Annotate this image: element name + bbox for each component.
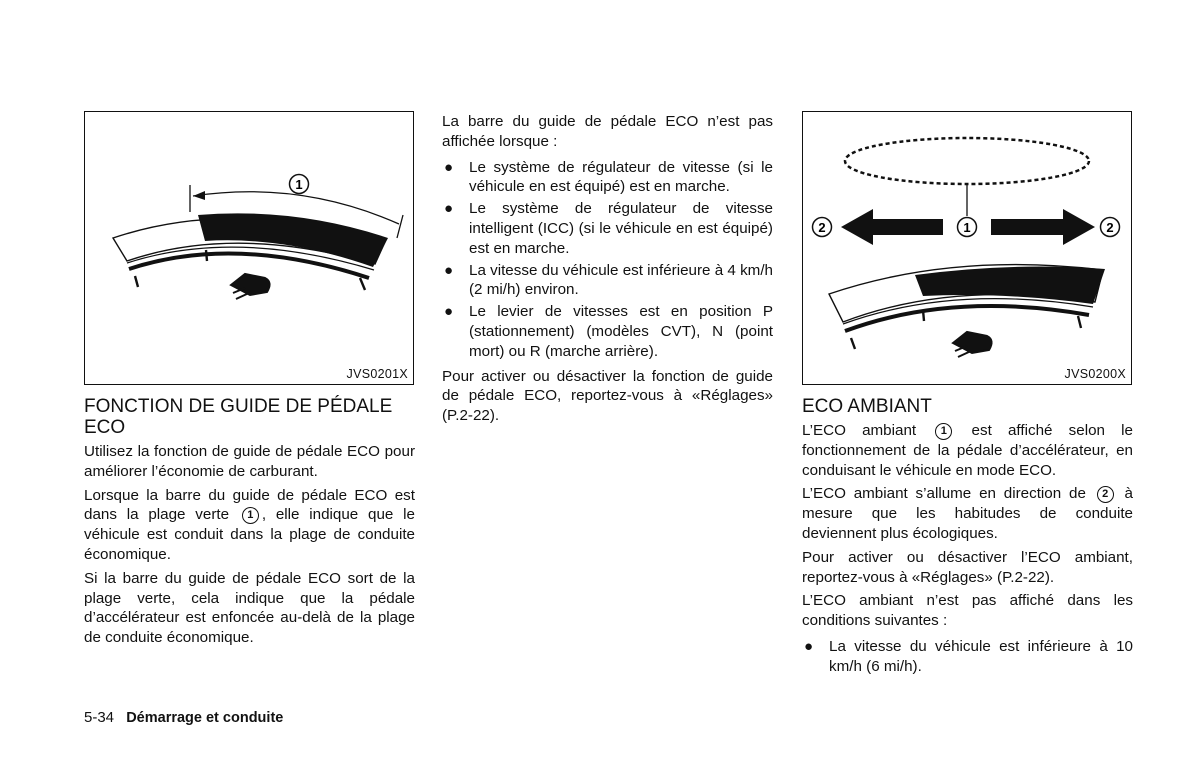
foot-pedal-icon [231, 274, 270, 299]
eco-ambient-illustration [803, 112, 1131, 384]
page-footer [84, 709, 283, 726]
left-column [84, 396, 415, 652]
section-heading: FONCTION DE GUIDE DE PÉDALE ECO [84, 396, 393, 438]
svg-text:1: 1 [963, 220, 971, 235]
svg-text:1: 1 [295, 177, 303, 192]
paragraph: Utilisez la fonction de guide de pédale ECO pour améliorer l’économie de carburant. [84, 443, 415, 480]
eco-ambient-figure [802, 111, 1132, 385]
paragraph: L’ECO ambiant 1 est affiché selon le fonctionnement de la pédale d’accélérateur, en conduisant le véhicule en mode ECO. [802, 422, 1133, 479]
callout-marker: 1 [242, 507, 259, 524]
eco-pedal-guide-figure [84, 111, 414, 385]
section-heading: ECO AMBIANT [802, 396, 932, 417]
list-item: ● Le levier de vitesses est en position P (stationnement) (modèles CVT), N (point mort) ou R (marche arrière). [444, 303, 773, 360]
section-title: Démarrage et conduite [126, 710, 284, 726]
figure-code: JVS0200X [1064, 367, 1126, 381]
paragraph: L’ECO ambiant n’est pas affiché dans les conditions suivantes : [802, 592, 1133, 630]
svg-text:2: 2 [818, 220, 826, 235]
list-item: ● La vitesse du véhicule est inférieure à 4 km/h (2 mi/h) environ. [444, 261, 773, 299]
arrow-right-icon [991, 209, 1095, 245]
list-item: ● Le système de régulateur de vitesse intelligent (ICC) (si le véhicule en est équipé) est en marche. [444, 200, 773, 257]
svg-text:2: 2 [1106, 220, 1114, 235]
foot-pedal-icon [953, 332, 992, 357]
callout-marker: 1 [935, 423, 952, 440]
middle-column [442, 112, 773, 430]
right-column [802, 396, 1133, 682]
list-item: ● Le système de régulateur de vitesse (si le véhicule en est équipé) est en marche. [444, 158, 773, 196]
paragraph: L’ECO ambiant s’allume en direction de 2 à mesure que les habitudes de conduite deviennent plus écologiques. [802, 485, 1133, 542]
arrow-left-icon [841, 209, 943, 245]
paragraph: Si la barre du guide de pédale ECO sort de la plage verte, cela indique que la pédale d’accélérateur est enfoncée au-delà de la plage de conduite économique. [84, 569, 415, 647]
figure-code: JVS0201X [346, 367, 408, 381]
paragraph: Pour activer ou désactiver la fonction de guide de pédale ECO, reportez-vous à «Réglages» (P.2-22). [442, 367, 773, 425]
callout-marker: 2 [1097, 486, 1114, 503]
list-item: ● La vitesse du véhicule est inférieure à 10 km/h (6 mi/h). [804, 637, 1133, 675]
condition-list [802, 637, 1133, 677]
eco-pedal-bar-illustration [85, 112, 413, 384]
condition-list [442, 158, 773, 362]
ambient-light-ellipse [845, 138, 1089, 184]
paragraph: Pour activer ou désactiver l’ECO ambiant, reportez-vous à «Réglages» (P.2-22). [802, 548, 1133, 586]
paragraph: La barre du guide de pédale ECO n’est pas affichée lorsque : [442, 113, 773, 150]
paragraph: Lorsque la barre du guide de pédale ECO est dans la plage verte 1 , elle indique que le véhicule est conduit dans la plage de conduite économique. [84, 486, 415, 563]
page-number: 5-34 [84, 709, 115, 726]
